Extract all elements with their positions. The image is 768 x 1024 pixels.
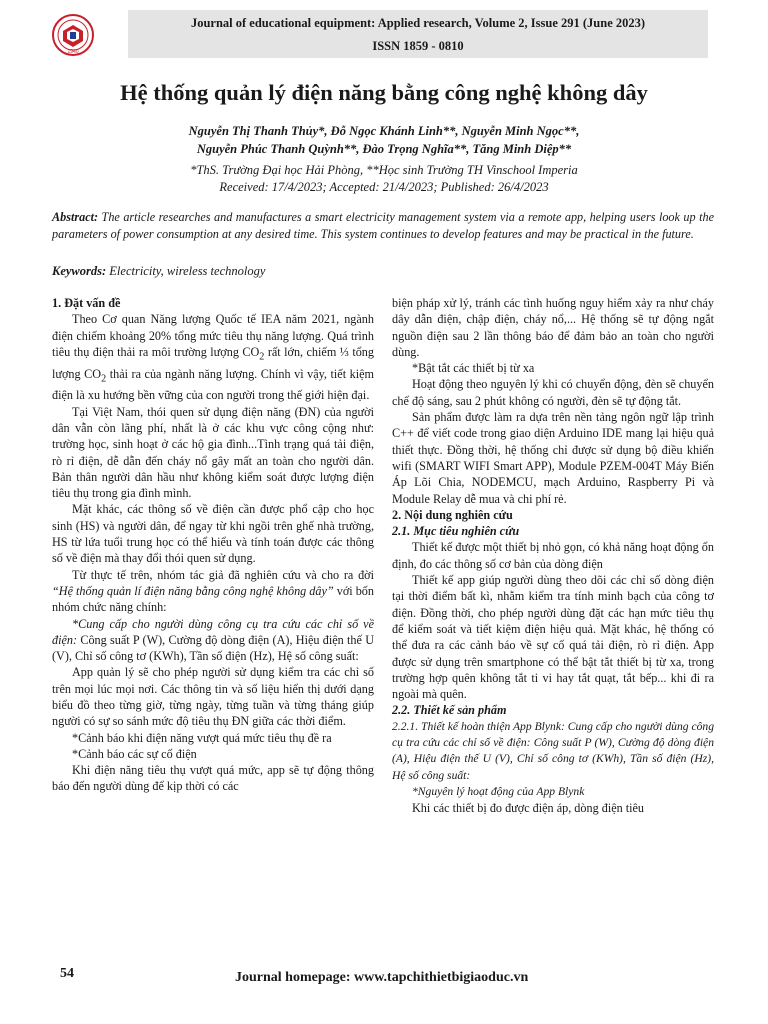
paragraph: Khi các thiết bị đo được điện áp, dòng điện tiêu xyxy=(412,801,645,816)
paragraph: *Cung cấp cho người dùng công cụ tra cứu các chỉ số về điện: Công suất P (W), Cường độ dòng điện (A), Hiệu điện thế U (V), Chỉ số công tơ (KWh), Tần số điện (Hz), Hệ số công suất: xyxy=(52,616,374,664)
paragraph: Thiết kế được một thiết bị nhỏ gọn, có khả năng hoạt động ổn định, đo các thông số cơ bản của dòng điện xyxy=(392,540,714,571)
abstract xyxy=(52,209,714,243)
paragraph: *Cảnh báo các sự cố điện xyxy=(72,746,197,761)
journal-homepage: Journal homepage: www.tapchithietbigiaoduc.vn xyxy=(235,970,529,985)
left-column xyxy=(52,295,374,795)
paragraph: biện pháp xử lý, tránh các tình huống nguy hiểm xảy ra như cháy dây dẫn điện, chập điện, cháy nổ,... Hệ thống sẽ tự động ngắt nguồn điện sau 2 lần thông báo để đảm bảo an toàn cho người dùng. xyxy=(392,296,714,359)
keywords xyxy=(52,264,265,279)
section-heading-2: 2. Nội dung nghiên cứu xyxy=(392,507,513,522)
paragraph: *Nguyên lý hoạt động của App Blynk xyxy=(412,784,585,798)
paragraph: *Cảnh báo khi điện năng vượt quá mức tiêu thụ đề ra xyxy=(72,730,332,745)
paragraph: Tại Việt Nam, thói quen sử dụng điện năng (ĐN) của người dân vẫn còn lãng phí, nhất là ở các khu vực công cộng như: trường học, sinh hoạt ở các hộ gia đình...Tình trạng quá tải điện, rò rỉ điện, dễ dẫn đến cháy nổ gây mất an toàn cho người dân. Bản thân người dân hầu như không kiểm soát được lượng điện tiêu thụ trong gia đình mình. xyxy=(52,404,374,501)
authors-line-1: Nguyễn Thị Thanh Thủy*, Đỗ Ngọc Khánh Linh**, Nguyễn Minh Ngọc**, xyxy=(188,124,580,138)
journal-citation: Journal of educational equipment: Applied research, Volume 2, Issue 291 (June 2023) xyxy=(190,16,646,30)
keywords-text: Electricity, wireless technology xyxy=(106,264,266,278)
journal-header xyxy=(128,10,708,58)
svg-text:1940: 1940 xyxy=(67,49,79,55)
paragraph: Thiết kế app giúp người dùng theo dõi các chỉ số dòng điện tại thời điểm bất kì, nhằm kiểm tra tính minh bạch của công tơ điện. Đồng thời, cho phép người dùng đặt các hạn mức tiêu thụ để kiểm soát và tiết kiệm điện hiệu quả. Mặt khác, hệ thống có thể đưa ra các cảnh báo về sự cố quá tải điện, rò rỉ điện. App được sử dụng trên smartphone có thể bật tắt thiết bị từ xa, trong trường hợp quên không tắt ti vi hay tắt quạt, tắt bếp... khi đi ra ngoài mà quên. xyxy=(392,573,714,702)
paragraph: Khi điện năng tiêu thụ vượt quá mức, app sẽ tự động thông báo đến người dùng để kịp thời có các xyxy=(52,763,374,794)
subsection-heading-2-2: 2.2. Thiết kế sản phẩm xyxy=(392,703,507,718)
paragraph: Sản phẩm được làm ra dựa trên nền tảng ngôn ngữ lập trình C++ để viết code trong giao diện Arduino IDE mang lại hiệu quả thiết thực. Đồng thời, hệ thống chỉ được sử dụng bộ điều khiển wifi (SMART WIFI Smart APP), Module PZEM-004T Máy Biến Áp Lõi Chia, NODEMCU, mạch Arduino, Raspberry Pi và Module Relay dễ mua và chi phí rẻ. xyxy=(392,410,714,506)
publication-dates: Received: 17/4/2023; Accepted: 21/4/2023; Published: 26/4/2023 xyxy=(219,180,549,194)
section-heading-1: 1. Đặt vấn đề xyxy=(52,296,121,310)
paragraph: Hoạt động theo nguyên lý khi có chuyển động, đèn sẽ chuyển chế độ sáng, sau 2 phút không có người, đèn sẽ tự động tắt. xyxy=(392,377,714,408)
authors-line-2: Nguyễn Phúc Thanh Quỳnh**, Đào Trọng Nghĩa**, Tăng Minh Diệp** xyxy=(196,142,572,156)
keywords-label: Keywords: xyxy=(52,264,107,278)
paragraph: *Bật tắt các thiết bị từ xa xyxy=(412,361,535,376)
journal-logo xyxy=(52,14,94,56)
affiliation: *ThS. Trường Đại học Hải Phòng, **Học sinh Trường TH Vinschool Imperia xyxy=(190,163,578,177)
article-title: Hệ thống quản lý điện năng bằng công nghệ không dây xyxy=(120,80,648,105)
paragraph: Theo Cơ quan Năng lượng Quốc tế IEA năm 2021, ngành điện chiếm khoảng 20% tổng mức tiêu thụ năng lượng. Quá trình tiêu thụ điện thải ra môi trường lượng $CO_2$ rất lớn, chiếm ⅓ tổng lượng $CO_2$ thải ra của ngành năng lượng. Chính vì vậy, tiết kiệm điện là xu hướng bền vững của con người trong thế giới hiện đại. xyxy=(52,312,374,403)
subsection-heading-2-1: 2.1. Mục tiêu nghiên cứu xyxy=(392,524,520,539)
page-number: 54 xyxy=(60,966,74,981)
abstract-label: Abstract: xyxy=(52,210,99,224)
paragraph: App quản lý sẽ cho phép người sử dụng kiểm tra các chỉ số trên mọi lúc mọi nơi. Các thông tin và số liệu hiển thị dưới dạng biểu đồ theo từng giờ, từng ngày, từng tuần và từng tháng giúp người có sự so sánh mức độ tiêu thụ ĐN giữa các thời điểm. xyxy=(52,665,374,729)
issn: ISSN 1859 - 0810 xyxy=(372,39,464,53)
paragraph: Từ thực tế trên, nhóm tác giả đã nghiên cứu và cho ra đời “Hệ thống quản lí điện năng bằng công nghệ không dây” với bốn nhóm chức năng chính: xyxy=(52,567,374,615)
right-column xyxy=(392,295,714,817)
paragraph: 2.2.1. Thiết kế hoàn thiện App Blynk: Cung cấp cho người dùng công cụ tra cứu các chỉ số về điện: Công suất P (W), Cường độ dòng điện (A), Hiệu điện thế U (V), Chỉ số công tơ (KWh), Tần số điện (Hz), Hệ số công suất: xyxy=(392,719,714,782)
abstract-text: The article researches and manufactures a smart electricity management system via a remote app, helping users look up the parameters of power consumption at any desired time. This system continues to develop features and may be practical in the future. xyxy=(52,210,714,241)
paragraph: Mặt khác, các thông số về điện cần được phổ cập cho học sinh (HS) và người dân, để ngay từ khi ngồi trên ghế nhà trường, HS từ lứa tuổi trung học có thể hiểu và tính toán được các thông số về điện mà thay đổi thói quen sử dụng. xyxy=(52,502,374,566)
